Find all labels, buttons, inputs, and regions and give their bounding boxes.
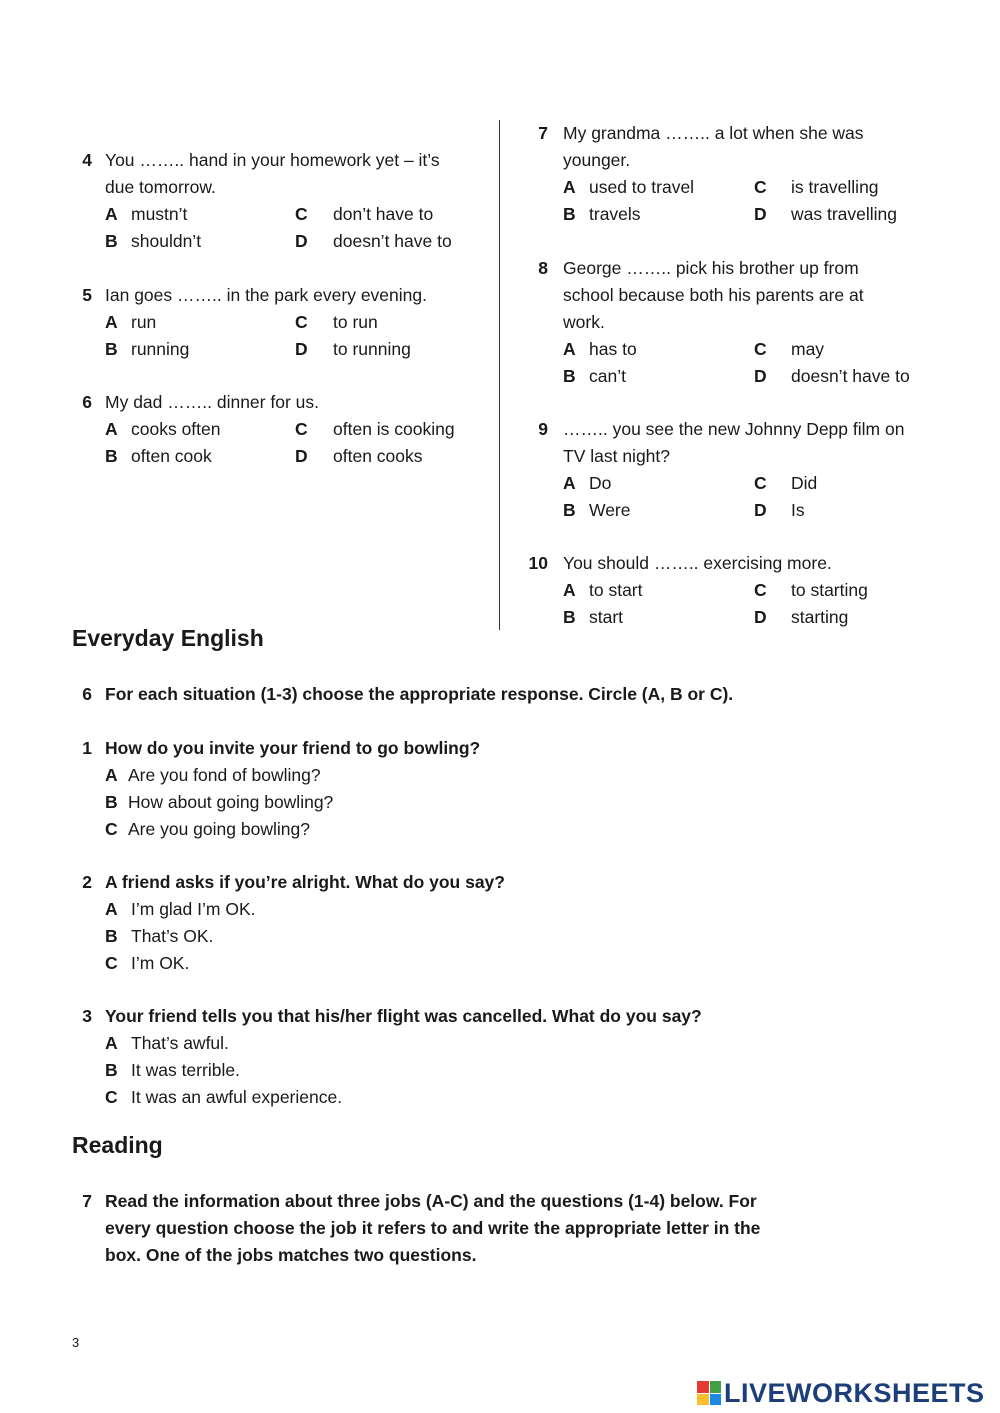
response-b[interactable]: B It was terrible.	[105, 1060, 240, 1080]
option-a[interactable]: A Do	[563, 473, 612, 493]
situation-number: 1	[82, 738, 92, 758]
situation-question: A friend asks if you’re alright. What do you say?	[105, 872, 505, 892]
situation-2	[72, 869, 952, 979]
option-b[interactable]: B start	[563, 607, 624, 627]
response-c[interactable]: C Are you going bowling?	[105, 819, 310, 839]
question-stem: You should …….. exercising more.	[563, 553, 832, 573]
section-heading-everyday-english: Everyday English	[72, 625, 264, 651]
situation-question: How do you invite your friend to go bowling?	[105, 738, 481, 758]
response-b[interactable]: B That’s OK.	[105, 926, 214, 946]
option-b[interactable]: B often cook	[105, 446, 212, 466]
situation-question: Your friend tells you that his/her flight was cancelled. What do you say?	[105, 1006, 702, 1026]
option-c[interactable]: C don’t have to	[295, 204, 434, 224]
question-6	[72, 389, 492, 479]
question-10	[528, 550, 968, 640]
question-number: 5	[82, 285, 92, 305]
option-b[interactable]: B can’t	[563, 366, 626, 386]
option-d[interactable]: D doesn’t have to	[295, 231, 452, 251]
question-stem: Ian goes …….. in the park every evening.	[105, 285, 427, 305]
liveworksheets-logo	[697, 1378, 985, 1408]
question-8	[528, 255, 968, 395]
option-d[interactable]: D was travelling	[754, 204, 898, 224]
option-a[interactable]: A to start	[563, 580, 643, 600]
task-number: 6	[82, 684, 92, 704]
response-a[interactable]: A That’s awful.	[105, 1033, 229, 1053]
option-b[interactable]: B Were	[563, 500, 631, 520]
situation-3	[72, 1003, 952, 1113]
option-d[interactable]: D often cooks	[295, 446, 423, 466]
question-number: 8	[538, 258, 548, 278]
question-number: 9	[538, 419, 548, 439]
section-heading-reading: Reading	[72, 1132, 163, 1158]
instruction-text: For each situation (1-3) choose the appropriate response. Circle (A, B or C).	[105, 684, 734, 704]
page-number: 3	[72, 1335, 80, 1350]
question-number: 4	[82, 150, 92, 170]
option-b[interactable]: B travels	[563, 204, 641, 224]
reading-instruction	[72, 1188, 952, 1278]
situation-number: 2	[82, 872, 92, 892]
question-5	[72, 282, 492, 372]
option-d[interactable]: D to running	[295, 339, 411, 359]
option-d[interactable]: D Is	[754, 500, 805, 520]
response-a[interactable]: A I’m glad I’m OK.	[105, 899, 256, 919]
response-c[interactable]: C It was an awful experience.	[105, 1087, 343, 1107]
option-d[interactable]: D doesn’t have to	[754, 366, 910, 386]
option-c[interactable]: C Did	[754, 473, 818, 493]
option-c[interactable]: C to starting	[754, 580, 868, 600]
option-c[interactable]: C often is cooking	[295, 419, 455, 439]
logo-text: LIVEWORKSHEETS	[724, 1377, 985, 1408]
option-a[interactable]: A used to travel	[563, 177, 695, 197]
option-a[interactable]: A has to	[563, 339, 637, 359]
instruction-text: Read the information about three jobs (A-C) and the questions (1-4) below. For every question choose the job it refers to and write the appropriate letter in the box. One of the jobs matches two questions.	[105, 1191, 761, 1265]
question-stem: My grandma …….. a lot when she was younger.	[563, 123, 864, 170]
response-b[interactable]: B How about going bowling?	[105, 792, 334, 812]
question-stem: You …….. hand in your homework yet – it’s due tomorrow.	[105, 150, 440, 197]
option-a[interactable]: A run	[105, 312, 157, 332]
situation-number: 3	[82, 1006, 92, 1026]
question-4	[72, 147, 492, 267]
option-c[interactable]: C to run	[295, 312, 378, 332]
question-9	[528, 416, 968, 536]
option-a[interactable]: A mustn’t	[105, 204, 188, 224]
question-number: 10	[528, 553, 548, 573]
column-divider	[499, 120, 500, 630]
option-c[interactable]: C is travelling	[754, 177, 879, 197]
question-number: 7	[538, 123, 548, 143]
question-7	[528, 120, 968, 240]
option-c[interactable]: C may	[754, 339, 825, 359]
option-b[interactable]: B running	[105, 339, 190, 359]
task-number: 7	[82, 1191, 92, 1211]
option-a[interactable]: A cooks often	[105, 419, 221, 439]
question-stem: …….. you see the new Johnny Depp film on TV last night?	[563, 419, 905, 466]
question-stem: George …….. pick his brother up from school because both his parents are at work.	[563, 258, 864, 332]
situation-1	[72, 735, 952, 845]
question-stem: My dad …….. dinner for us.	[105, 392, 319, 412]
response-a[interactable]: A Are you fond of bowling?	[105, 765, 321, 785]
option-b[interactable]: B shouldn’t	[105, 231, 202, 251]
response-c[interactable]: C I’m OK.	[105, 953, 190, 973]
option-d[interactable]: D starting	[754, 607, 849, 627]
logo-mark-icon	[697, 1381, 721, 1405]
question-number: 6	[82, 392, 92, 412]
